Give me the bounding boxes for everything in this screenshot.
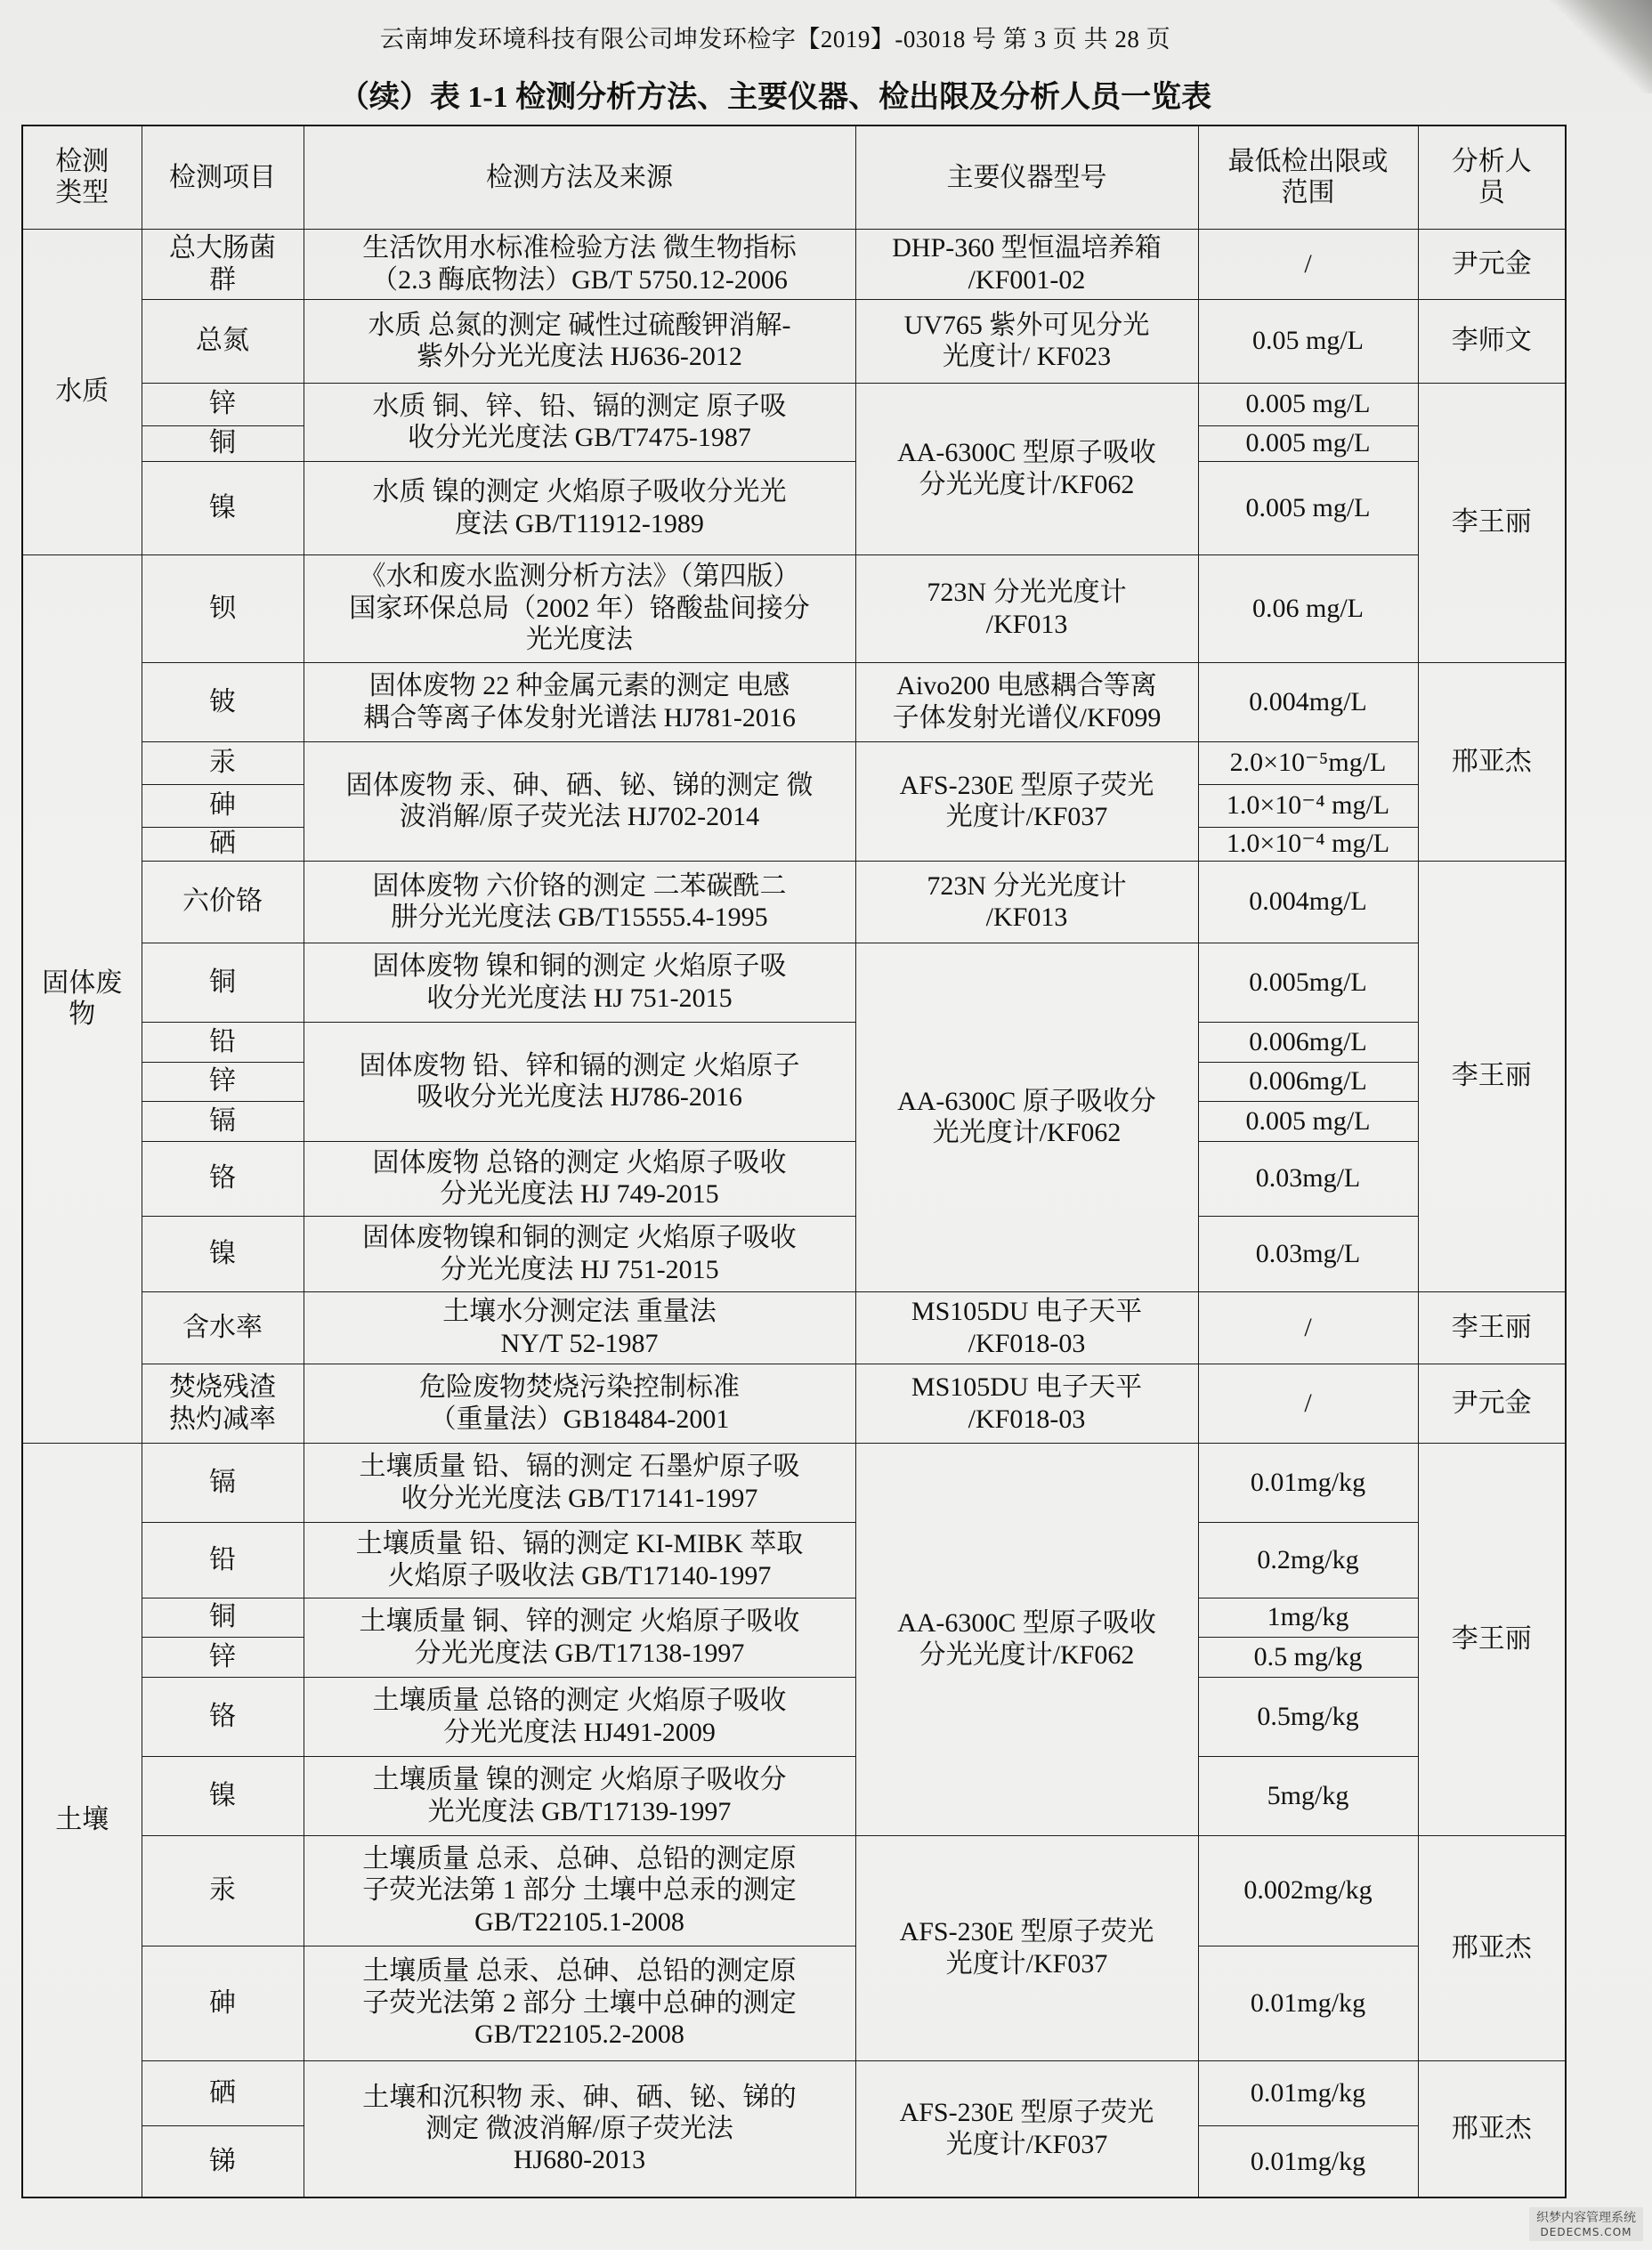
method-cell: 土壤和沉积物 汞、砷、硒、铋、锑的 测定 微波消解/原子荧光法 HJ680-2013: [304, 2060, 855, 2197]
analyst-cell: 邢亚杰: [1418, 662, 1566, 861]
detection-limit-cell: 1mg/kg: [1198, 1598, 1418, 1637]
analyst-cell: 李师文: [1418, 299, 1566, 383]
table-row: [22, 1598, 1566, 1637]
test-item-cell: 含水率: [142, 1291, 304, 1364]
analyst-cell: 尹元金: [1418, 1364, 1566, 1443]
instrument-cell: AFS-230E 型原子荧光 光度计/KF037: [855, 741, 1198, 861]
table-row: [22, 1677, 1566, 1756]
detection-limit-cell: 0.005 mg/L: [1198, 425, 1418, 461]
test-item-cell: 锌: [142, 1637, 304, 1677]
detection-limit-cell: 0.2mg/kg: [1198, 1522, 1418, 1598]
analyst-cell: 邢亚杰: [1418, 2060, 1566, 2197]
test-item-cell: 锌: [142, 1062, 304, 1101]
report-number-line: 云南坤发环境科技有限公司坤发环检字【2019】-03018 号 第 3 页 共 28 页: [379, 26, 1171, 53]
detection-limit-cell: 0.5mg/kg: [1198, 1677, 1418, 1756]
test-item-cell: 汞: [142, 741, 304, 784]
instrument-cell: 723N 分光光度计 /KF013: [855, 554, 1198, 662]
test-item-cell: 铅: [142, 1522, 304, 1598]
method-cell: 固体废物镍和铜的测定 火焰原子吸收 分光光度法 HJ 751-2015: [304, 1216, 855, 1291]
detection-limit-cell: 0.06 mg/L: [1198, 554, 1418, 662]
test-item-cell: 硒: [142, 827, 304, 861]
method-cell: 固体废物 镍和铜的测定 火焰原子吸 收分光光度法 HJ 751-2015: [304, 943, 855, 1022]
table-row: [22, 461, 1566, 554]
header-method: 检测方法及来源: [304, 125, 855, 229]
analyst-cell: 邢亚杰: [1418, 1835, 1566, 2060]
method-cell: 土壤质量 总汞、总砷、总铅的测定原 子荧光法第 2 部分 土壤中总砷的测定 GB/T22105.2-2008: [304, 1946, 855, 2060]
instrument-cell: AA-6300C 型原子吸收 分光光度计/KF062: [855, 383, 1198, 554]
header-detection-type: 检测 类型: [22, 125, 142, 229]
table-row: [22, 383, 1566, 425]
method-cell: 固体废物 六价铬的测定 二苯碳酰二 肼分光光度法 GB/T15555.4-1995: [304, 861, 855, 943]
table-body: [22, 229, 1566, 2197]
table-row: [22, 299, 1566, 383]
method-cell: 土壤质量 铅、镉的测定 石墨炉原子吸 收分光光度法 GB/T17141-1997: [304, 1443, 855, 1522]
detection-limit-cell: 0.05 mg/L: [1198, 299, 1418, 383]
table-row: [22, 1216, 1566, 1291]
method-cell: 固体废物 汞、砷、硒、铋、锑的测定 微 波消解/原子荧光法 HJ702-2014: [304, 741, 855, 861]
detection-limit-cell: 1.0×10⁻⁴ mg/L: [1198, 784, 1418, 827]
table-row: [22, 741, 1566, 784]
table-row: [22, 1756, 1566, 1835]
instrument-cell: AFS-230E 型原子荧光 光度计/KF037: [855, 2060, 1198, 2197]
watermark-url: DEDECMS.COM: [1540, 2226, 1632, 2238]
method-cell: 危险废物焚烧污染控制标准 （重量法）GB18484-2001: [304, 1364, 855, 1443]
detection-limit-cell: 0.01mg/kg: [1198, 2060, 1418, 2125]
test-item-cell: 汞: [142, 1835, 304, 1946]
test-item-cell: 铜: [142, 1598, 304, 1637]
watermark-text: 织梦内容管理系统: [1536, 2211, 1636, 2225]
analyst-cell: 李王丽: [1418, 861, 1566, 1291]
header-detection-limit: 最低检出限或 范围: [1198, 125, 1418, 229]
table-title: （续）表 1-1 检测分析方法、主要仪器、检出限及分析人员一览表: [338, 81, 1212, 114]
method-cell: 水质 铜、锌、铅、镉的测定 原子吸 收分光光度法 GB/T7475-1987: [304, 383, 855, 461]
test-item-cell: 铜: [142, 425, 304, 461]
test-item-cell: 铬: [142, 1141, 304, 1216]
detection-limit-cell: 0.004mg/L: [1198, 861, 1418, 943]
header-test-item: 检测项目: [142, 125, 304, 229]
table-row: [22, 2060, 1566, 2125]
table-row: [22, 662, 1566, 741]
test-item-cell: 锌: [142, 383, 304, 425]
table-row: [22, 1443, 1566, 1522]
instrument-cell: 723N 分光光度计 /KF013: [855, 861, 1198, 943]
method-cell: 固体废物 22 种金属元素的测定 电感 耦合等离子体发射光谱法 HJ781-2016: [304, 662, 855, 741]
method-cell: 土壤质量 铅、镉的测定 KI-MIBK 萃取 火焰原子吸收法 GB/T17140-1997: [304, 1522, 855, 1598]
detection-limit-cell: 0.03mg/L: [1198, 1141, 1418, 1216]
detection-limit-cell: 0.004mg/L: [1198, 662, 1418, 741]
detection-type-cell: 水质: [22, 229, 142, 554]
table-row: [22, 229, 1566, 299]
table-row: [22, 554, 1566, 662]
method-cell: 土壤水分测定法 重量法 NY/T 52-1987: [304, 1291, 855, 1364]
method-cell: 土壤质量 总铬的测定 火焰原子吸收 分光光度法 HJ491-2009: [304, 1677, 855, 1756]
detection-limit-cell: 0.002mg/kg: [1198, 1835, 1418, 1946]
instrument-cell: AFS-230E 型原子荧光 光度计/KF037: [855, 1835, 1198, 2060]
analyst-cell: 李王丽: [1418, 383, 1566, 662]
method-cell: 固体废物 铅、锌和镉的测定 火焰原子 吸收分光光度法 HJ786-2016: [304, 1022, 855, 1141]
detection-limit-cell: /: [1198, 1364, 1418, 1443]
detection-limit-cell: 0.005 mg/L: [1198, 1101, 1418, 1141]
test-item-cell: 总氮: [142, 299, 304, 383]
detection-limit-cell: /: [1198, 1291, 1418, 1364]
detection-limit-cell: 5mg/kg: [1198, 1756, 1418, 1835]
header-row: [22, 125, 1566, 229]
test-item-cell: 铍: [142, 662, 304, 741]
table-row: [22, 1946, 1566, 2060]
watermark-logo: [1529, 2207, 1643, 2241]
analyst-cell: 李王丽: [1418, 1443, 1566, 1835]
test-item-cell: 砷: [142, 784, 304, 827]
table-row: [22, 1522, 1566, 1598]
method-cell: 土壤质量 铜、锌的测定 火焰原子吸收 分光光度法 GB/T17138-1997: [304, 1598, 855, 1677]
detection-limit-cell: 0.005mg/L: [1198, 943, 1418, 1022]
test-item-cell: 镍: [142, 461, 304, 554]
detection-limit-cell: 0.01mg/kg: [1198, 1443, 1418, 1522]
test-item-cell: 砷: [142, 1946, 304, 2060]
method-cell: 固体废物 总铬的测定 火焰原子吸收 分光光度法 HJ 749-2015: [304, 1141, 855, 1216]
table-header: [22, 125, 1566, 229]
test-item-cell: 钡: [142, 554, 304, 662]
test-item-cell: 硒: [142, 2060, 304, 2125]
table-row: [22, 1291, 1566, 1364]
detection-limit-cell: 0.006mg/L: [1198, 1022, 1418, 1062]
detection-limit-cell: 2.0×10⁻⁵mg/L: [1198, 741, 1418, 784]
method-cell: 生活饮用水标准检验方法 微生物指标 （2.3 酶底物法）GB/T 5750.12-2006: [304, 229, 855, 299]
detection-type-cell: 土壤: [22, 1443, 142, 2197]
detection-limit-cell: 0.005 mg/L: [1198, 383, 1418, 425]
test-item-cell: 六价铬: [142, 861, 304, 943]
analyst-cell: 李王丽: [1418, 1291, 1566, 1364]
test-item-cell: 镍: [142, 1216, 304, 1291]
method-cell: 水质 总氮的测定 碱性过硫酸钾消解- 紫外分光光度法 HJ636-2012: [304, 299, 855, 383]
instrument-cell: AA-6300C 原子吸收分 光光度计/KF062: [855, 943, 1198, 1291]
detection-limit-cell: 0.01mg/kg: [1198, 2125, 1418, 2197]
detection-limit-cell: 0.01mg/kg: [1198, 1946, 1418, 2060]
header-instrument: 主要仪器型号: [855, 125, 1198, 229]
test-item-cell: 铬: [142, 1677, 304, 1756]
method-cell: 《水和废水监测分析方法》（第四版） 国家环保总局（2002 年）铬酸盐间接分 光光度法: [304, 554, 855, 662]
table-row: [22, 943, 1566, 1022]
instrument-cell: Aivo200 电感耦合等离 子体发射光谱仪/KF099: [855, 662, 1198, 741]
analyst-cell: 尹元金: [1418, 229, 1566, 299]
method-cell: 土壤质量 镍的测定 火焰原子吸收分 光光度法 GB/T17139-1997: [304, 1756, 855, 1835]
methods-table: [21, 125, 1567, 2198]
detection-limit-cell: 0.006mg/L: [1198, 1062, 1418, 1101]
test-item-cell: 铅: [142, 1022, 304, 1062]
test-item-cell: 焚烧残渣 热灼减率: [142, 1364, 304, 1443]
test-item-cell: 镉: [142, 1101, 304, 1141]
detection-limit-cell: 0.5 mg/kg: [1198, 1637, 1418, 1677]
table-row: [22, 1835, 1566, 1946]
instrument-cell: UV765 紫外可见分光 光度计/ KF023: [855, 299, 1198, 383]
test-item-cell: 锑: [142, 2125, 304, 2197]
method-cell: 水质 镍的测定 火焰原子吸收分光光 度法 GB/T11912-1989: [304, 461, 855, 554]
table-row: [22, 861, 1566, 943]
table-row: [22, 1141, 1566, 1216]
header-analyst: 分析人 员: [1418, 125, 1566, 229]
test-item-cell: 镉: [142, 1443, 304, 1522]
test-item-cell: 总大肠菌 群: [142, 229, 304, 299]
table-row: [22, 1022, 1566, 1062]
test-item-cell: 镍: [142, 1756, 304, 1835]
instrument-cell: AA-6300C 型原子吸收 分光光度计/KF062: [855, 1443, 1198, 1835]
table-row: [22, 1364, 1566, 1443]
test-item-cell: 铜: [142, 943, 304, 1022]
instrument-cell: MS105DU 电子天平 /KF018-03: [855, 1364, 1198, 1443]
detection-limit-cell: 1.0×10⁻⁴ mg/L: [1198, 827, 1418, 861]
detection-type-cell: 固体废 物: [22, 554, 142, 1443]
detection-limit-cell: 0.005 mg/L: [1198, 461, 1418, 554]
detection-limit-cell: 0.03mg/L: [1198, 1216, 1418, 1291]
instrument-cell: DHP-360 型恒温培养箱 /KF001-02: [855, 229, 1198, 299]
method-cell: 土壤质量 总汞、总砷、总铅的测定原 子荧光法第 1 部分 土壤中总汞的测定 GB/T22105.1-2008: [304, 1835, 855, 1946]
detection-limit-cell: /: [1198, 229, 1418, 299]
instrument-cell: MS105DU 电子天平 /KF018-03: [855, 1291, 1198, 1364]
